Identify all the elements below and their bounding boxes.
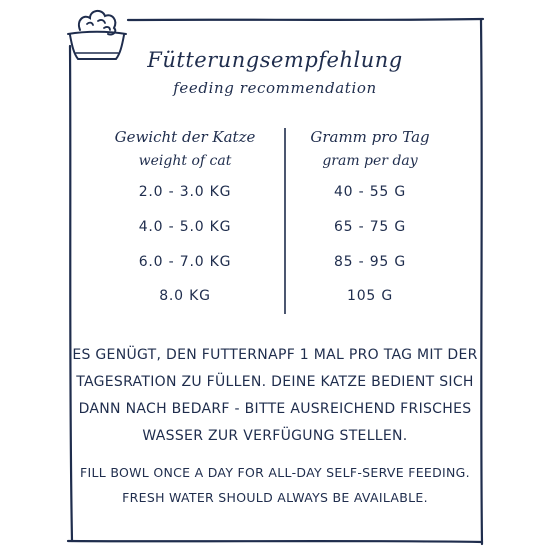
weight-cell: 8.0 KG [159, 288, 211, 304]
weight-cell: 2.0 - 3.0 KG [138, 184, 232, 200]
weight-header-german: Gewicht der Katze [114, 128, 256, 146]
column-divider [284, 128, 286, 314]
feeding-instructions-german: ES GENÜGT, DEN FUTTERNAPF 1 MAL PRO TAG MIT DER TAGESRATION ZU FÜLLEN. DEINE KATZE BEDIENT SICH DANN NACH BEDARF - BITTE AUSREICHEND FRISCHES WASSER ZUR VERFÜGUNG STELLEN. [72, 347, 478, 444]
title-german: Fütterungsempfehlung [147, 48, 403, 72]
weight-cell: 4.0 - 5.0 KG [138, 219, 232, 235]
grams-header-german: Gramm pro Tag [310, 128, 430, 146]
grams-cell: 105 G [346, 288, 394, 304]
title-english: feeding recommendation [173, 79, 377, 97]
grams-cell: 40 - 55 G [333, 184, 407, 200]
feeding-instructions-english: FILL BOWL ONCE A DAY FOR ALL-DAY SELF-SERVE FEEDING. FRESH WATER SHOULD ALWAYS BE AVAILABLE. [80, 465, 470, 505]
grams-header-english: gram per day [322, 153, 418, 169]
weight-header-english: weight of cat [138, 153, 232, 169]
grams-cell: 85 - 95 G [333, 254, 407, 270]
grams-cell: 65 - 75 G [333, 219, 407, 235]
weight-cell: 6.0 - 7.0 KG [138, 254, 232, 270]
